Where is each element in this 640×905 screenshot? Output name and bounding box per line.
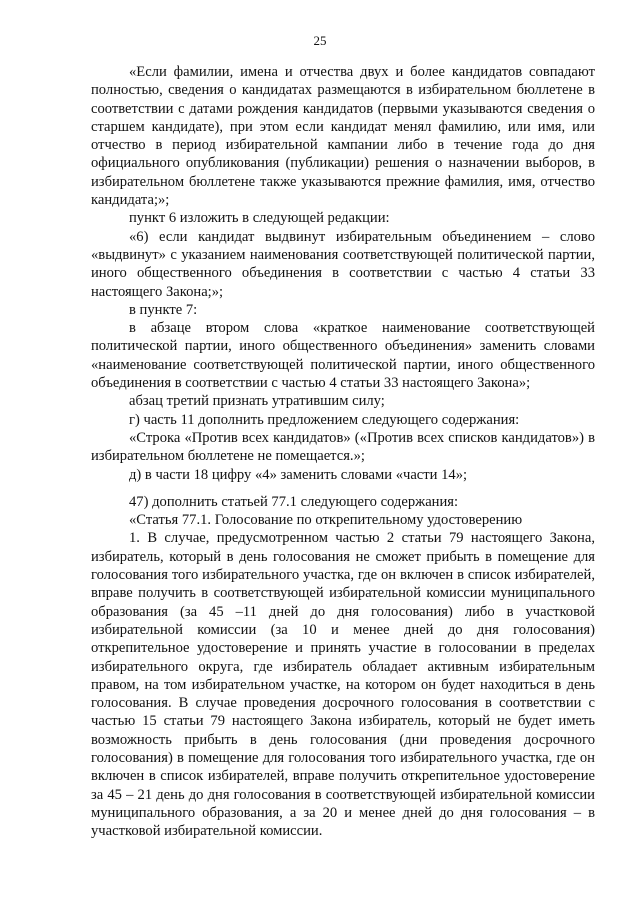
paragraph-candidates-same-names: «Если фамилии, имена и отчества двух и более кандидатов совпадают полностью, сведения о кандидатах размещаются в избирательном бюллетене в соответствии с датами рождения кандидатов (первыми указываются сведения о старшем кандидате), при этом если кандидат менял фамилию, или имя, или отчество в период избирательной кампании либо в течение года до дня официального опубликования (публикации) решения о назначении выборов, в избирательном бюллетене также указываются прежние фамилия, имя, отчество кандидата;»; (91, 64, 595, 209)
paragraph-part-11-text: «Строка «Против всех кандидатов» («Против всех списков кандидатов») в избирательном бюллетене не помещается.»; (91, 429, 595, 465)
paragraph-part-18: д) в части 18 цифру «4» заменить словами «части 14»; (129, 466, 468, 483)
document-body (91, 63, 595, 840)
paragraph-point-6-intro: пункт 6 изложить в следующей редакции: (129, 210, 390, 227)
paragraph-point-7-second-abzac: в абзаце втором слова «краткое наименование соответствующей политической партии, иного общественного объединения» заменить словами «наименование соответствующей политической партии, иного общественного объединения в соответствии с частью 4 статьи 33 настоящего Закона»; (91, 320, 595, 392)
paragraph-article-77-1-title: «Статья 77.1. Голосование по открепительному удостоверению (129, 512, 523, 529)
paragraph-point-6-text: «6) если кандидат выдвинут избирательным объединением – слово «выдвинут» с указанием наименования соответствующей политической партии, иного общественного объединения в соответствии с частью 4 статьи 33 настоящего Закона;»; (91, 228, 595, 300)
paragraph-point-7-intro: в пункте 7: (129, 301, 198, 318)
paragraph-point-7-third-abzac: абзац третий признать утратившим силу; (129, 393, 385, 410)
page-number: 25 (313, 33, 327, 48)
paragraph-article-77-1-part-1: 1. В случае, предусмотренном частью 2 статьи 79 настоящего Закона, избиратель, который в день голосования не сможет прибыть в помещение для голосования того избирательного участка, где он включен в список избирателей, вправе получить в соответствующей избирательной комиссии муниципального образования (за 45 –11 дней до дня голосования) либо в участковой избирательной комиссии (за 10 и менее дней до дня голосования) открепительное удостоверение и принять участие в голосовании в пределах избирательного округа, где избиратель обладает активным избирательным правом, на том избирательном участке, на котором он будет находиться в день голосования. В случае проведения досрочного голосования в соответствии с частью 15 статьи 79 настоящего Закона избиратель, который не будет иметь возможность прибыть в день голосования (дни проведения досрочного голосования) в помещение для голосования того избирательного участка, где он включен в список избирателей, вправе получить открепительное удостоверение за 45 – 21 день до дня голосования в соответствующей избирательной комиссии муниципального образования, а за 20 и менее дней до дня голосования – в участковой избирательной комиссии. (91, 530, 595, 840)
paragraph-item-47: 47) дополнить статьей 77.1 следующего содержания: (129, 493, 459, 510)
paragraph-part-11: г) часть 11 дополнить предложением следующего содержания: (129, 411, 520, 428)
